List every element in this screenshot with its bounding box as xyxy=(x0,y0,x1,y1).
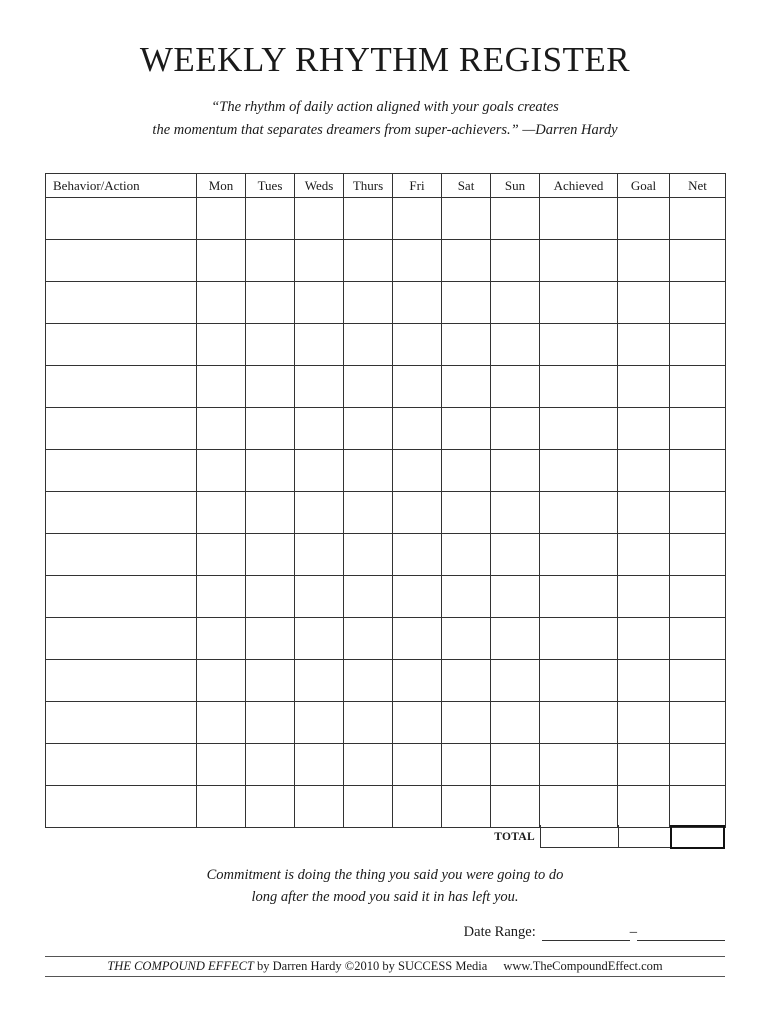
entry-cell[interactable] xyxy=(393,408,442,450)
entry-cell[interactable] xyxy=(197,660,246,702)
table-row xyxy=(46,240,726,282)
entry-cell[interactable] xyxy=(295,324,344,366)
entry-cell[interactable] xyxy=(295,618,344,660)
entry-cell[interactable] xyxy=(670,492,726,534)
table-row xyxy=(46,534,726,576)
entry-cell[interactable] xyxy=(246,534,295,576)
entry-cell[interactable] xyxy=(197,240,246,282)
entry-cell[interactable] xyxy=(393,786,442,828)
entry-cell[interactable] xyxy=(344,702,393,744)
entry-cell[interactable] xyxy=(491,408,540,450)
entry-cell[interactable] xyxy=(197,576,246,618)
col-header-goal: Goal xyxy=(618,174,670,198)
entry-cell[interactable] xyxy=(393,534,442,576)
table-row xyxy=(46,660,726,702)
date-start-field[interactable] xyxy=(542,926,630,941)
entry-cell[interactable] xyxy=(491,366,540,408)
col-header-behavior: Behavior/Action xyxy=(46,174,197,198)
entry-cell[interactable] xyxy=(618,408,670,450)
table-row xyxy=(46,324,726,366)
entry-cell[interactable] xyxy=(670,282,726,324)
entry-cell[interactable] xyxy=(295,660,344,702)
total-row xyxy=(45,825,725,849)
entry-cell[interactable] xyxy=(393,282,442,324)
entry-cell[interactable] xyxy=(246,492,295,534)
entry-cell[interactable] xyxy=(442,534,491,576)
entry-cell[interactable] xyxy=(393,744,442,786)
entry-cell[interactable] xyxy=(344,534,393,576)
entry-cell[interactable] xyxy=(618,576,670,618)
entry-cell[interactable] xyxy=(670,408,726,450)
entry-cell[interactable] xyxy=(670,786,726,828)
behavior-cell[interactable] xyxy=(46,576,197,618)
header-quote xyxy=(0,96,770,142)
entry-cell[interactable] xyxy=(491,786,540,828)
col-header-achieved: Achieved xyxy=(540,174,618,198)
entry-cell[interactable] xyxy=(670,198,726,240)
entry-cell[interactable] xyxy=(540,240,618,282)
col-header-tues: Tues xyxy=(246,174,295,198)
entry-cell[interactable] xyxy=(246,408,295,450)
entry-cell[interactable] xyxy=(442,282,491,324)
entry-cell[interactable] xyxy=(670,324,726,366)
col-header-mon: Mon xyxy=(197,174,246,198)
entry-cell[interactable] xyxy=(197,324,246,366)
entry-cell[interactable] xyxy=(197,744,246,786)
entry-cell[interactable] xyxy=(540,786,618,828)
entry-cell[interactable] xyxy=(344,324,393,366)
col-header-fri: Fri xyxy=(393,174,442,198)
entry-cell[interactable] xyxy=(393,240,442,282)
total-achieved-cell[interactable] xyxy=(540,825,619,848)
entry-cell[interactable] xyxy=(246,702,295,744)
entry-cell[interactable] xyxy=(540,618,618,660)
entry-cell[interactable] xyxy=(670,534,726,576)
entry-cell[interactable] xyxy=(295,786,344,828)
page-title: WEEKLY RHYTHM REGISTER xyxy=(139,40,631,79)
commitment-quote xyxy=(0,864,770,908)
entry-cell[interactable] xyxy=(344,786,393,828)
entry-cell[interactable] xyxy=(540,576,618,618)
entry-cell[interactable] xyxy=(618,324,670,366)
date-range xyxy=(464,924,725,941)
entry-cell[interactable] xyxy=(442,408,491,450)
entry-cell[interactable] xyxy=(197,534,246,576)
entry-cell[interactable] xyxy=(540,660,618,702)
entry-cell[interactable] xyxy=(344,450,393,492)
entry-cell[interactable] xyxy=(344,408,393,450)
behavior-cell[interactable] xyxy=(46,324,197,366)
entry-cell[interactable] xyxy=(246,660,295,702)
behavior-cell[interactable] xyxy=(46,198,197,240)
col-header-sun: Sun xyxy=(491,174,540,198)
behavior-cell[interactable] xyxy=(46,408,197,450)
entry-cell[interactable] xyxy=(295,282,344,324)
table-row xyxy=(46,198,726,240)
behavior-cell[interactable] xyxy=(46,366,197,408)
entry-cell[interactable] xyxy=(442,366,491,408)
entry-cell[interactable] xyxy=(540,702,618,744)
entry-cell[interactable] xyxy=(295,576,344,618)
commitment-line-2: long after the mood you said it in has left you. xyxy=(251,889,519,905)
footer-credit: by Darren Hardy ©2010 by SUCCESS Media xyxy=(253,959,488,973)
entry-cell[interactable] xyxy=(197,282,246,324)
entry-cell[interactable] xyxy=(344,282,393,324)
entry-cell[interactable] xyxy=(295,240,344,282)
entry-cell[interactable] xyxy=(540,744,618,786)
entry-cell[interactable] xyxy=(618,240,670,282)
entry-cell[interactable] xyxy=(491,198,540,240)
entry-cell[interactable] xyxy=(344,240,393,282)
entry-cell[interactable] xyxy=(295,450,344,492)
table-row xyxy=(46,282,726,324)
entry-cell[interactable] xyxy=(540,492,618,534)
entry-cell[interactable] xyxy=(670,240,726,282)
entry-cell[interactable] xyxy=(246,198,295,240)
table-row xyxy=(46,408,726,450)
entry-cell[interactable] xyxy=(442,240,491,282)
table-row xyxy=(46,702,726,744)
entry-cell[interactable] xyxy=(618,660,670,702)
entry-cell[interactable] xyxy=(442,786,491,828)
entry-cell[interactable] xyxy=(670,618,726,660)
entry-cell[interactable] xyxy=(246,618,295,660)
behavior-cell[interactable] xyxy=(46,282,197,324)
entry-cell[interactable] xyxy=(246,324,295,366)
entry-cell[interactable] xyxy=(540,366,618,408)
entry-cell[interactable] xyxy=(197,198,246,240)
entry-cell[interactable] xyxy=(618,786,670,828)
date-end-field[interactable] xyxy=(637,926,725,941)
entry-cell[interactable] xyxy=(442,702,491,744)
entry-cell[interactable] xyxy=(344,618,393,660)
col-header-weds: Weds xyxy=(295,174,344,198)
entry-cell[interactable] xyxy=(246,576,295,618)
entry-cell[interactable] xyxy=(618,198,670,240)
entry-cell[interactable] xyxy=(670,450,726,492)
entry-cell[interactable] xyxy=(393,366,442,408)
total-goal-cell[interactable] xyxy=(618,825,671,848)
entry-cell[interactable] xyxy=(670,660,726,702)
date-range-separator: – xyxy=(629,924,637,940)
entry-cell[interactable] xyxy=(344,660,393,702)
behavior-cell[interactable] xyxy=(46,450,197,492)
quote-line-2: the momentum that separates dreamers from super-achievers.” —Darren Hardy xyxy=(152,122,618,138)
entry-cell[interactable] xyxy=(295,744,344,786)
entry-cell[interactable] xyxy=(618,618,670,660)
register-body xyxy=(46,198,726,828)
entry-cell[interactable] xyxy=(246,744,295,786)
table-row xyxy=(46,786,726,828)
total-net-cell[interactable] xyxy=(670,825,725,849)
entry-cell[interactable] xyxy=(618,492,670,534)
entry-cell[interactable] xyxy=(197,366,246,408)
entry-cell[interactable] xyxy=(295,492,344,534)
entry-cell[interactable] xyxy=(670,576,726,618)
entry-cell[interactable] xyxy=(491,744,540,786)
entry-cell[interactable] xyxy=(246,786,295,828)
behavior-cell[interactable] xyxy=(46,534,197,576)
behavior-cell[interactable] xyxy=(46,240,197,282)
entry-cell[interactable] xyxy=(442,618,491,660)
entry-cell[interactable] xyxy=(491,702,540,744)
entry-cell[interactable] xyxy=(491,660,540,702)
footer xyxy=(45,959,725,974)
entry-cell[interactable] xyxy=(295,534,344,576)
date-range-label: Date Range: xyxy=(463,924,536,940)
table-row xyxy=(46,492,726,534)
entry-cell[interactable] xyxy=(540,324,618,366)
entry-cell[interactable] xyxy=(491,618,540,660)
entry-cell[interactable] xyxy=(442,450,491,492)
entry-cell[interactable] xyxy=(491,240,540,282)
entry-cell[interactable] xyxy=(491,282,540,324)
entry-cell[interactable] xyxy=(540,534,618,576)
behavior-cell[interactable] xyxy=(46,786,197,828)
footer-rule-top xyxy=(45,956,725,957)
entry-cell[interactable] xyxy=(246,366,295,408)
entry-cell[interactable] xyxy=(491,450,540,492)
entry-cell[interactable] xyxy=(393,702,442,744)
entry-cell[interactable] xyxy=(197,408,246,450)
entry-cell[interactable] xyxy=(670,744,726,786)
entry-cell[interactable] xyxy=(393,576,442,618)
table-row xyxy=(46,366,726,408)
entry-cell[interactable] xyxy=(540,408,618,450)
entry-cell[interactable] xyxy=(197,492,246,534)
entry-cell[interactable] xyxy=(618,450,670,492)
entry-cell[interactable] xyxy=(393,660,442,702)
table-row xyxy=(46,744,726,786)
entry-cell[interactable] xyxy=(295,702,344,744)
entry-cell[interactable] xyxy=(295,408,344,450)
entry-cell[interactable] xyxy=(442,576,491,618)
entry-cell[interactable] xyxy=(540,198,618,240)
entry-cell[interactable] xyxy=(618,366,670,408)
entry-cell[interactable] xyxy=(393,618,442,660)
entry-cell[interactable] xyxy=(491,324,540,366)
entry-cell[interactable] xyxy=(491,492,540,534)
entry-cell[interactable] xyxy=(618,744,670,786)
header-row xyxy=(46,174,726,198)
entry-cell[interactable] xyxy=(295,198,344,240)
entry-cell[interactable] xyxy=(246,282,295,324)
footer-rule-bottom xyxy=(45,976,725,977)
quote-line-1: “The rhythm of daily action aligned with your goals creates xyxy=(211,99,559,115)
entry-cell[interactable] xyxy=(393,492,442,534)
entry-cell[interactable] xyxy=(344,492,393,534)
entry-cell[interactable] xyxy=(670,366,726,408)
entry-cell[interactable] xyxy=(540,450,618,492)
col-header-thurs: Thurs xyxy=(344,174,393,198)
register-table xyxy=(45,173,726,828)
entry-cell[interactable] xyxy=(618,702,670,744)
entry-cell[interactable] xyxy=(197,786,246,828)
total-label: TOTAL xyxy=(494,831,535,843)
entry-cell[interactable] xyxy=(540,282,618,324)
behavior-cell[interactable] xyxy=(46,660,197,702)
entry-cell[interactable] xyxy=(618,282,670,324)
entry-cell[interactable] xyxy=(670,702,726,744)
entry-cell[interactable] xyxy=(344,576,393,618)
entry-cell[interactable] xyxy=(442,492,491,534)
entry-cell[interactable] xyxy=(197,702,246,744)
behavior-cell[interactable] xyxy=(46,744,197,786)
entry-cell[interactable] xyxy=(393,324,442,366)
entry-cell[interactable] xyxy=(491,576,540,618)
entry-cell[interactable] xyxy=(491,534,540,576)
table-row xyxy=(46,450,726,492)
footer-book-title: THE COMPOUND EFFECT xyxy=(107,959,254,973)
entry-cell[interactable] xyxy=(295,366,344,408)
entry-cell[interactable] xyxy=(442,744,491,786)
entry-cell[interactable] xyxy=(344,744,393,786)
entry-cell[interactable] xyxy=(618,534,670,576)
col-header-net: Net xyxy=(670,174,726,198)
footer-website: www.TheCompoundEffect.com xyxy=(503,959,663,973)
entry-cell[interactable] xyxy=(344,198,393,240)
entry-cell[interactable] xyxy=(197,618,246,660)
entry-cell[interactable] xyxy=(442,324,491,366)
behavior-cell[interactable] xyxy=(46,702,197,744)
table-row xyxy=(46,618,726,660)
entry-cell[interactable] xyxy=(442,660,491,702)
entry-cell[interactable] xyxy=(246,450,295,492)
entry-cell[interactable] xyxy=(246,240,295,282)
table-row xyxy=(46,576,726,618)
col-header-sat: Sat xyxy=(442,174,491,198)
behavior-cell[interactable] xyxy=(46,492,197,534)
entry-cell[interactable] xyxy=(344,366,393,408)
entry-cell[interactable] xyxy=(393,198,442,240)
commitment-line-1: Commitment is doing the thing you said you were going to do xyxy=(206,867,564,883)
behavior-cell[interactable] xyxy=(46,618,197,660)
entry-cell[interactable] xyxy=(442,198,491,240)
entry-cell[interactable] xyxy=(393,450,442,492)
entry-cell[interactable] xyxy=(197,450,246,492)
